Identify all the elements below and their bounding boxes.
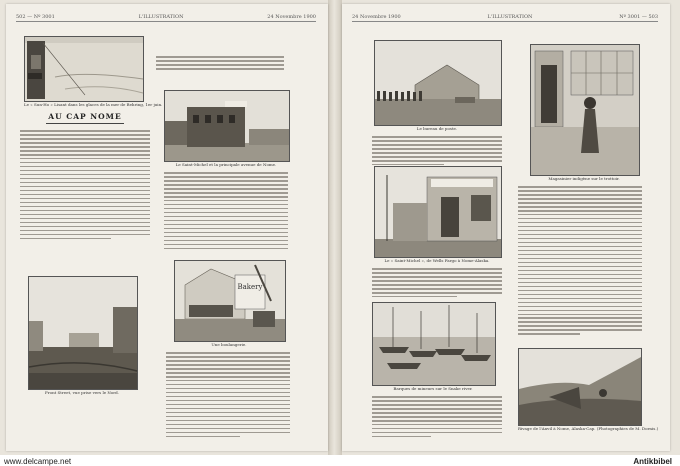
left-running-header [16, 12, 316, 22]
right-running-header [352, 12, 658, 22]
photo-bakery [174, 260, 286, 342]
left-date: 24 Novembre 1900 [267, 13, 316, 20]
right-date: 24 Novembre 1900 [352, 13, 401, 20]
text-column-right-3 [518, 186, 642, 337]
article-title: AU CAP NOME [48, 112, 122, 121]
text-column-right-2 [372, 268, 502, 300]
left-page [6, 4, 328, 451]
photo-native-sidewalk [530, 44, 640, 176]
photo-nome-avenue [164, 90, 290, 162]
text-column-intro [156, 56, 284, 72]
title-rule [46, 123, 124, 124]
photo-anvil-shore [518, 348, 642, 426]
text-column-right-4 [372, 396, 502, 440]
caption-post-office: Le bureau de poste. [416, 126, 458, 131]
delcampe-watermark: www.delcampe.net [4, 457, 72, 466]
photo-front-street [28, 276, 138, 390]
caption-wells-fargo: Le « Saint-Michel », de Wells Fargo à Nome-Alaska. [384, 258, 490, 263]
binding-gutter [328, 0, 342, 455]
caption-ship-in-ice: Le « Sun-Ho » Lisant dans les glaces de la mer de Behring, 1er juin. [24, 102, 163, 107]
antikbibel-watermark: Antikbibel [633, 457, 672, 466]
text-column-left-1 [20, 130, 150, 242]
right-page-number: Nº 3001 — 503 [619, 13, 658, 20]
right-magazine-name: L'ILLUSTRATION [487, 13, 533, 20]
caption-boats-river: Barques de mineurs sur le Snake river. [393, 386, 473, 391]
bakery-sign: Bakery [237, 283, 263, 291]
caption-nome-avenue: Le Saint-Michel et la principale avenue de Nome. [175, 162, 277, 167]
text-column-left-3 [166, 352, 290, 440]
text-column-right-1 [372, 136, 502, 168]
caption-anvil-shore: Rivage de l'Anvil à Nome, Alaska-Cap. (Photographies de M. Dornis.) [518, 426, 659, 431]
left-page-number: 502 — Nº 3001 [16, 13, 55, 20]
caption-front-street: Front Street, vue prise vers le Nord. [44, 390, 120, 395]
photo-boats-river [372, 302, 496, 386]
right-page [342, 4, 670, 451]
text-column-left-2 [164, 172, 288, 252]
photo-ship-in-ice [24, 36, 144, 102]
photo-wells-fargo [374, 166, 502, 258]
photo-post-office [374, 40, 502, 126]
caption-native-sidewalk: Magasinier indigène sur le trottoir. [548, 176, 620, 181]
left-magazine-name: L'ILLUSTRATION [138, 13, 184, 20]
caption-bakery: Une boulangerie. [211, 342, 247, 347]
